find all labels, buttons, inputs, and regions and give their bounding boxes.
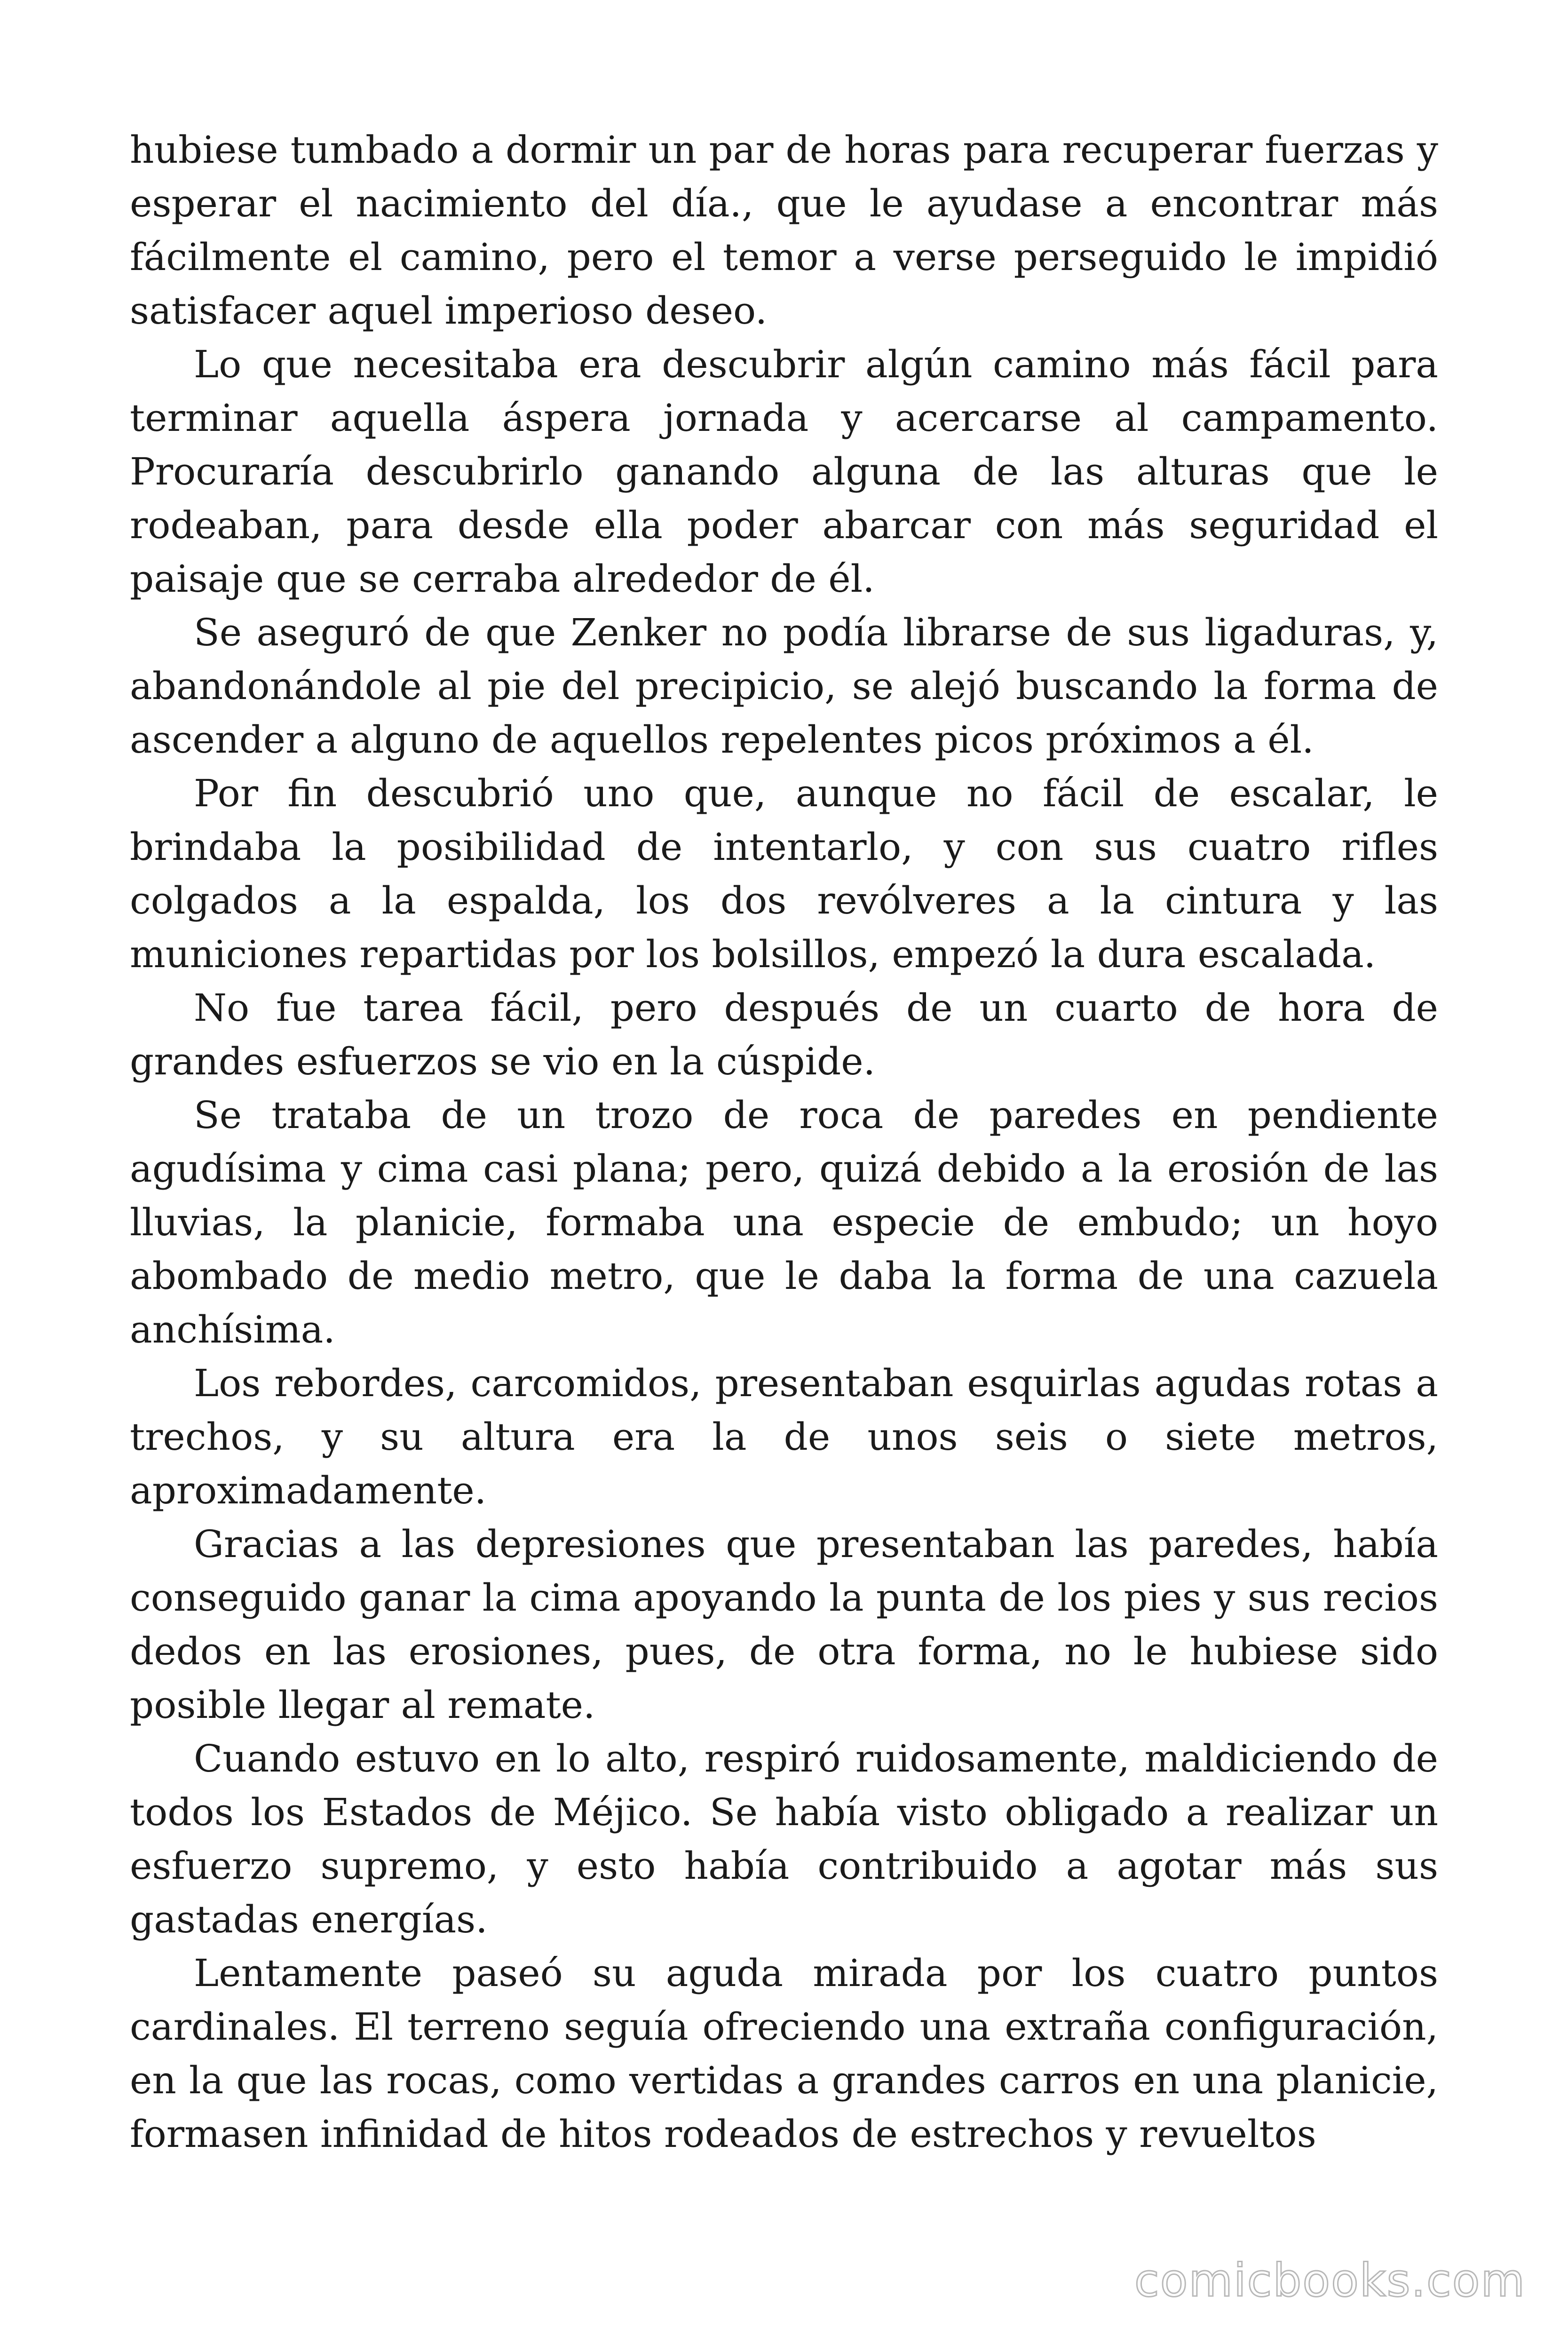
paragraph: Gracias a las depresiones que presentaban las paredes, había conseguido ganar la cima apoyando la punta de los pies y sus recios dedos en las erosiones, pues, de otra forma, no le hubiese sido posible llegar al remate.: [130, 1522, 1438, 1727]
paragraph: No fue tarea fácil, pero después de un cuarto de hora de grandes esfuerzos se vio en la cúspide.: [130, 986, 1438, 1083]
paragraph-continued: hubiese tumbado a dormir un par de horas para recuperar fuerzas y esperar el nacimiento del día., que le ayudase a encontrar más fácilmente el camino, pero el temor a verse perseguido le impidió satisfacer aquel imperioso deseo.: [130, 128, 1438, 333]
paragraph: Se trataba de un trozo de roca de paredes en pendiente agudísima y cima casi plana; pero, quizá debido a la erosión de las lluvias, la planicie, formaba una especie de embudo; un hoyo abombado de medio metro, que le daba la forma de una cazuela anchísima.: [130, 1093, 1438, 1351]
paragraph: Lentamente paseó su aguda mirada por los cuatro puntos cardinales. El terreno seguía ofreciendo una extraña configuración, en la que las rocas, como vertidas a grandes carros en una planicie, formasen infinidad de hitos rodeados de estrechos y revueltos: [130, 1951, 1438, 2156]
paragraph: Lo que necesitaba era descubrir algún camino más fácil para terminar aquella áspera jornada y acercarse al campamento. Procuraría descubrirlo ganando alguna de las alturas que le rodeaban, para desde ella poder abarcar con más seguridad el paisaje que se cerraba alrededor de él.: [130, 342, 1438, 601]
watermark: comicbooks.com: [1134, 2254, 1526, 2307]
paragraph: Cuando estuvo en lo alto, respiró ruidosamente, maldiciendo de todos los Estados de Méjico. Se había visto obligado a realizar un esfuerzo supremo, y esto había contribuido a agotar más sus gastadas energías.: [130, 1737, 1438, 1941]
paragraph: Por fin descubrió uno que, aunque no fácil de escalar, le brindaba la posibilidad de intentarlo, y con sus cuatro rifles colgados a la espalda, los dos revólveres a la cintura y las municiones repartidas por los bolsillos, empezó la dura escalada.: [130, 771, 1438, 976]
paragraph: Los rebordes, carcomidos, presentaban esquirlas agudas rotas a trechos, y su altura era la de unos seis o siete metros, aproximadamente.: [130, 1361, 1438, 1512]
paragraph: Se aseguró de que Zenker no podía librarse de sus ligaduras, y, abandonándole al pie del precipicio, se alejó buscando la forma de ascender a alguno de aquellos repelentes picos próximos a él.: [130, 611, 1438, 762]
body-text: [130, 123, 1438, 2161]
